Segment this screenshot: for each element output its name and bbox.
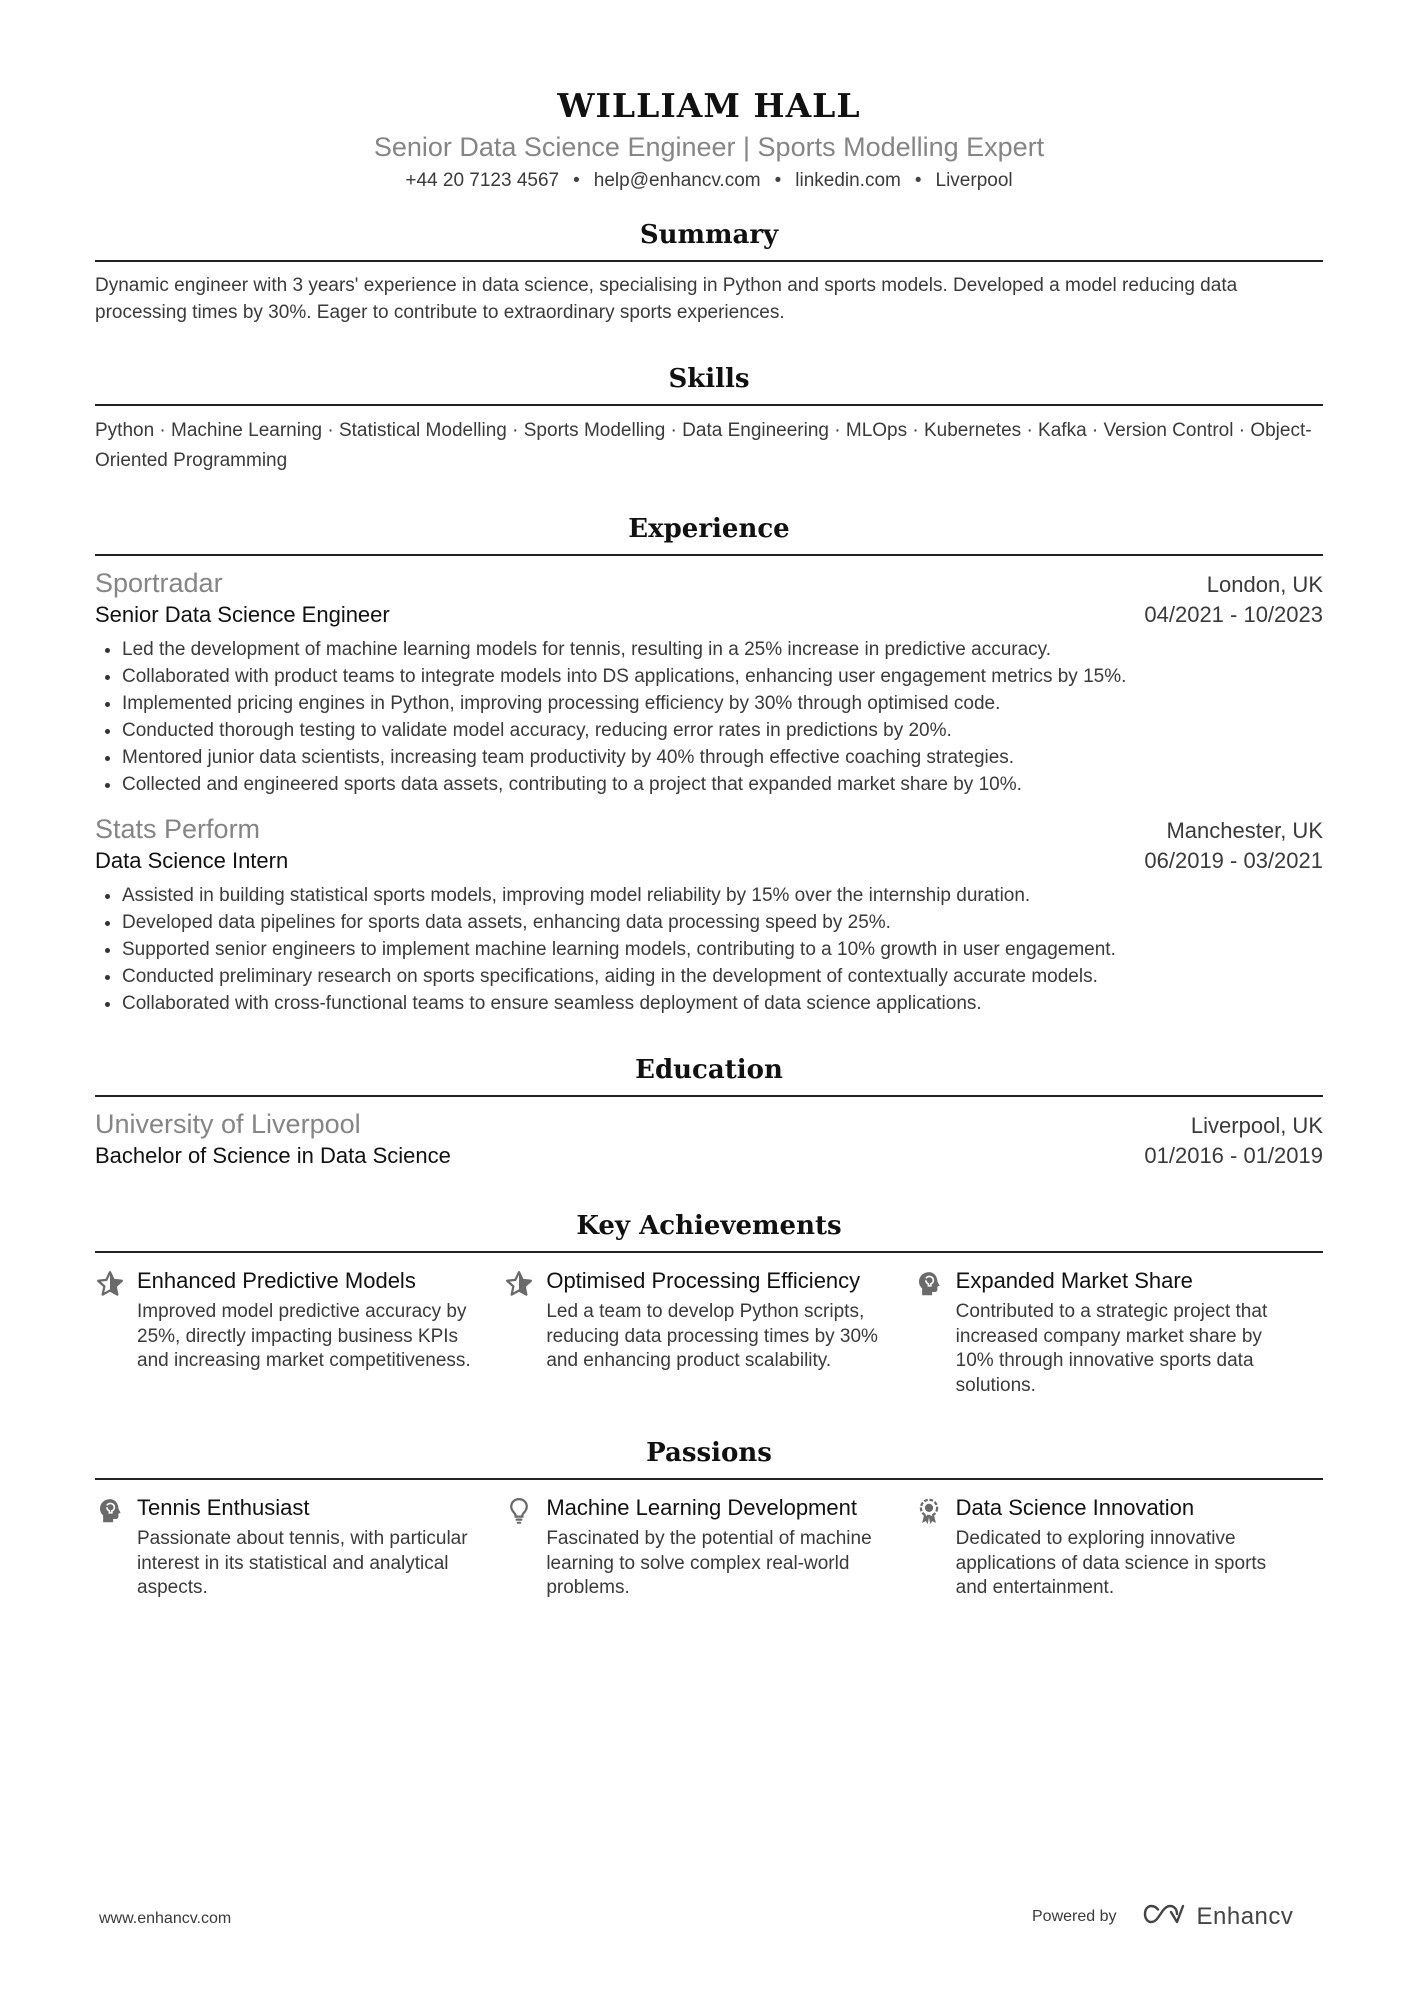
summary-section [95,218,1323,326]
passion-title: Machine Learning Development [546,1495,857,1520]
job-company: Sportradar [95,568,223,598]
achievement-desc: Improved model predictive accuracy by 25%, directly impacting business KPIs and increasing market competitiveness. [137,1301,471,1371]
powered-by-label: Powered by [1032,1907,1117,1925]
achievements-title: Key Achievements [576,1211,842,1241]
section-divider [95,1478,1323,1480]
contact-phone[interactable]: +44 20 7123 4567 [405,170,560,191]
section-divider [95,1095,1323,1097]
passion-item [504,1494,913,1601]
achievement-item [504,1267,913,1398]
passion-desc: Passionate about tennis, with particular interest in its statistical and analytical aspects. [137,1528,468,1598]
job-bullet: • Mentored junior data scientists, increasing team productivity by 40% through effective coaching strategies. [122,744,1323,771]
bullet-separator: • [573,170,580,191]
education-location: Liverpool, UK [1190,1113,1323,1138]
resume-page [95,0,1323,1601]
job-dates: 04/2021 - 10/2023 [1144,602,1323,627]
contact-email[interactable]: help@enhancv.com [593,170,761,191]
education-title: Education [635,1055,783,1085]
passions-title: Passions [646,1438,772,1468]
job-bullet: • Collaborated with product teams to integrate models into DS applications, enhancing user engagement metrics by 15%. [122,663,1323,690]
enhancv-logo-icon [1141,1902,1187,1931]
achievement-item [95,1267,504,1398]
education-school: University of Liverpool [95,1109,361,1139]
skills-list: Python · Machine Learning · Statistical Modelling · Sports Modelling · Data Engineering · MLOps · Kubernetes · Kafka · Version Control · Object-Oriented Programming [95,420,1312,471]
footer-branding [1032,1902,1293,1931]
job-location: Manchester, UK [1166,818,1323,843]
job-dates: 06/2019 - 03/2021 [1144,848,1323,873]
achievements-section [95,1209,1323,1398]
job-company: Stats Perform [95,814,261,844]
passion-title: Tennis Enthusiast [137,1495,310,1520]
lightbulb-icon [504,1494,546,1601]
achievement-title: Expanded Market Share [955,1268,1193,1293]
achievement-title: Enhanced Predictive Models [137,1268,416,1293]
job-bullet: • Conducted thorough testing to validate model accuracy, reducing error rates in predictions by 20%. [122,717,1323,744]
contact-line [95,168,1323,194]
skills-title: Skills [668,364,750,394]
achievement-desc: Led a team to develop Python scripts, reducing data processing times by 30% and enhancing product scalability. [546,1301,878,1371]
skills-section [95,362,1323,476]
job-bullet: • Conducted preliminary research on sports specifications, aiding in the development of contextually accurate models. [122,963,1323,990]
job-role: Senior Data Science Engineer [95,602,390,627]
section-divider [95,404,1323,406]
job-bullets [95,882,1323,1017]
passions-section [95,1436,1323,1601]
resume-header [95,0,1323,194]
summary-text: Dynamic engineer with 3 years' experience in data science, specialising in Python and sports models. Developed a model reducing data processing times by 30%. Eager to contribute to extraordinary sports experiences. [95,275,1238,323]
passion-item [914,1494,1323,1601]
achievement-item [914,1267,1323,1398]
education-degree: Bachelor of Science in Data Science [95,1143,451,1168]
footer-website[interactable]: www.enhancv.com [99,1910,232,1927]
section-divider [95,260,1323,262]
passion-title: Data Science Innovation [955,1495,1195,1520]
job-entry [95,566,1323,798]
bullet-separator: • [914,170,922,191]
passion-desc: Dedicated to exploring innovative applications of data science in sports and entertainment. [955,1528,1267,1598]
star-icon [95,1267,137,1398]
section-divider [95,1251,1323,1253]
candidate-headline: Senior Data Science Engineer | Sports Modelling Expert [373,132,1045,162]
job-bullet: • Assisted in building statistical sports models, improving model reliability by 15% over the internship duration. [122,882,1323,909]
education-section [95,1053,1323,1171]
job-bullets [95,636,1323,798]
passion-item [95,1494,504,1601]
summary-title: Summary [639,220,779,250]
job-bullet: • Collaborated with cross-functional teams to ensure seamless deployment of data science applications. [122,990,1323,1017]
job-bullet: • Supported senior engineers to implement machine learning models, contributing to a 10% growth in user engagement. [122,936,1323,963]
achievement-title: Optimised Processing Efficiency [546,1268,861,1293]
job-role: Data Science Intern [95,848,289,873]
job-bullet: • Developed data pipelines for sports data assets, enhancing data processing speed by 25%. [122,909,1323,936]
experience-title: Experience [628,514,790,544]
job-entry [95,812,1323,1017]
candidate-name: WILLIAM HALL [557,86,861,125]
award-badge-icon [914,1494,956,1601]
achievement-desc: Contributed to a strategic project that increased company market share by 10% through innovative sports data solutions. [955,1301,1268,1396]
contact-location: Liverpool [935,170,1013,191]
star-icon [504,1267,546,1398]
passion-desc: Fascinated by the potential of machine learning to solve complex real-world problems. [546,1528,872,1598]
bullet-separator: • [774,170,782,191]
job-bullet: • Implemented pricing engines in Python, improving processing efficiency by 30% through optimised code. [122,690,1323,717]
head-brain-icon [95,1494,137,1601]
job-location: London, UK [1206,572,1323,597]
education-dates: 01/2016 - 01/2019 [1144,1143,1323,1168]
job-bullet: • Collected and engineered sports data assets, contributing to a project that expanded market share by 10%. [122,771,1323,798]
section-divider [95,554,1323,556]
experience-section [95,512,1323,1017]
job-bullet: • Led the development of machine learning models for tennis, resulting in a 25% increase in predictive accuracy. [122,636,1323,663]
contact-linkedin[interactable]: linkedin.com [795,170,901,191]
brand-name[interactable]: Enhancv [1196,1902,1294,1930]
head-brain-icon [914,1267,956,1398]
